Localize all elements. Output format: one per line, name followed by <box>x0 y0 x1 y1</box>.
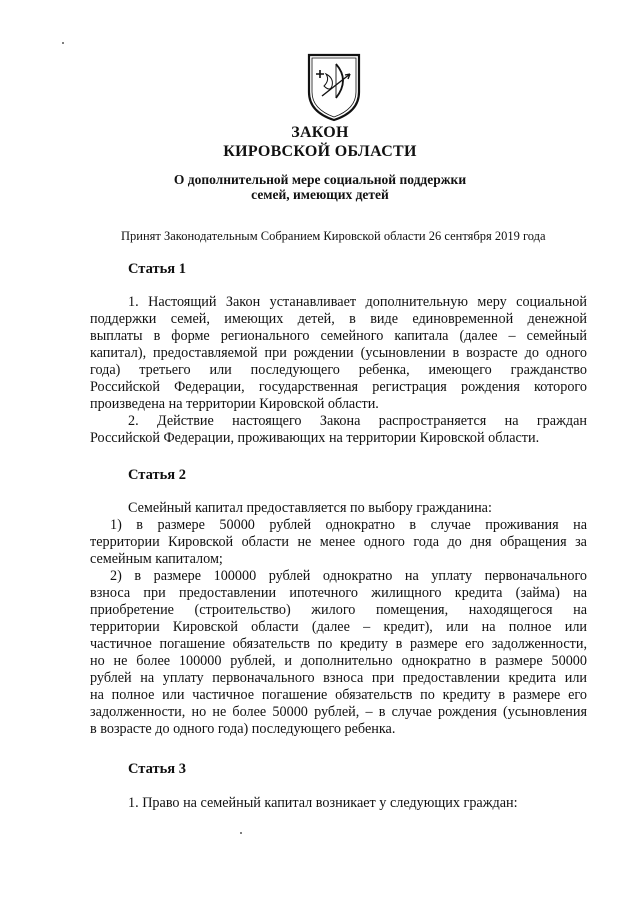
article-2-line: семейным капиталом; <box>90 551 223 567</box>
article-2-line: задолженности, но не более 50000 рублей, – в случае рождения (усыновления <box>90 704 587 720</box>
article-1-line: поддержки семей, имеющих детей, в виде единовременной денежной <box>90 311 587 327</box>
law-title: ЗАКОН <box>291 124 349 141</box>
article-2-heading: Статья 2 <box>128 467 186 483</box>
article-2-line: взноса при предоставлении ипотечного жилищного кредита (займа) на <box>90 585 587 601</box>
article-2-line: 1) в размере 50000 рублей однократно в случае проживания на <box>110 517 587 533</box>
article-1-line: 1. Настоящий Закон устанавливает дополнительную меру социальной <box>128 294 587 310</box>
article-1-heading: Статья 1 <box>128 261 186 277</box>
article-2-line: частичное погашение обязательств по кредиту в размере его задолженности, <box>90 636 587 652</box>
law-region-title: КИРОВСКОЙ ОБЛАСТИ <box>223 143 417 160</box>
article-3-heading: Статья 3 <box>128 761 186 777</box>
law-subtitle-line-1: О дополнительной мере социальной поддержки <box>173 172 467 187</box>
scan-speck <box>240 832 242 834</box>
article-1-line: года) третьего или последующего ребенка, имеющего гражданство <box>90 362 587 378</box>
article-2-line: территории Кировской области (далее – кредит), или на полное или <box>90 619 587 635</box>
adoption-note: Принят Законодательным Собранием Кировской области 26 сентября 2019 года <box>121 229 546 243</box>
law-subtitle-line-2: семей, имеющих детей <box>251 187 389 202</box>
article-1-line: капитал), предоставляемой при рождении (усыновлении в возрасте до одного <box>90 345 587 361</box>
article-2-line: рублей на уплату первоначального взноса при предоставлении кредита или <box>90 670 587 686</box>
article-2-line: но не более 100000 рублей, и дополнительно однократно в размере 50000 <box>90 653 587 669</box>
article-2-line: на полное или частичное погашение обязательств по кредиту в размере его <box>90 687 587 703</box>
article-1-line: Российской Федерации, проживающих на территории Кировской области. <box>90 430 540 446</box>
article-2-line: территории Кировской области не менее одного года до дня обращения за <box>90 534 587 550</box>
article-1-line: Российской Федерации, государственная регистрация рождения которого <box>90 379 587 395</box>
article-1-line: выплаты в форме регионального семейного капитала (далее – семейный <box>90 328 587 344</box>
article-1-line: произведена на территории Кировской области. <box>90 396 379 412</box>
scan-speck <box>62 42 64 44</box>
article-2-line: в возрасте до одного года) последующего ребенка. <box>90 721 396 737</box>
article-2-line: 2) в размере 100000 рублей однократно на уплату первоначального <box>110 568 587 584</box>
article-2-line: Семейный капитал предоставляется по выбору гражданина: <box>128 500 492 516</box>
article-1-line: 2. Действие настоящего Закона распространяется на граждан <box>128 413 587 429</box>
kirov-coat-of-arms-icon <box>306 52 362 122</box>
article-2-line: приобретение (строительство) жилого помещения, находящегося на <box>90 602 587 618</box>
article-3-line: 1. Право на семейный капитал возникает у следующих граждан: <box>128 795 518 811</box>
